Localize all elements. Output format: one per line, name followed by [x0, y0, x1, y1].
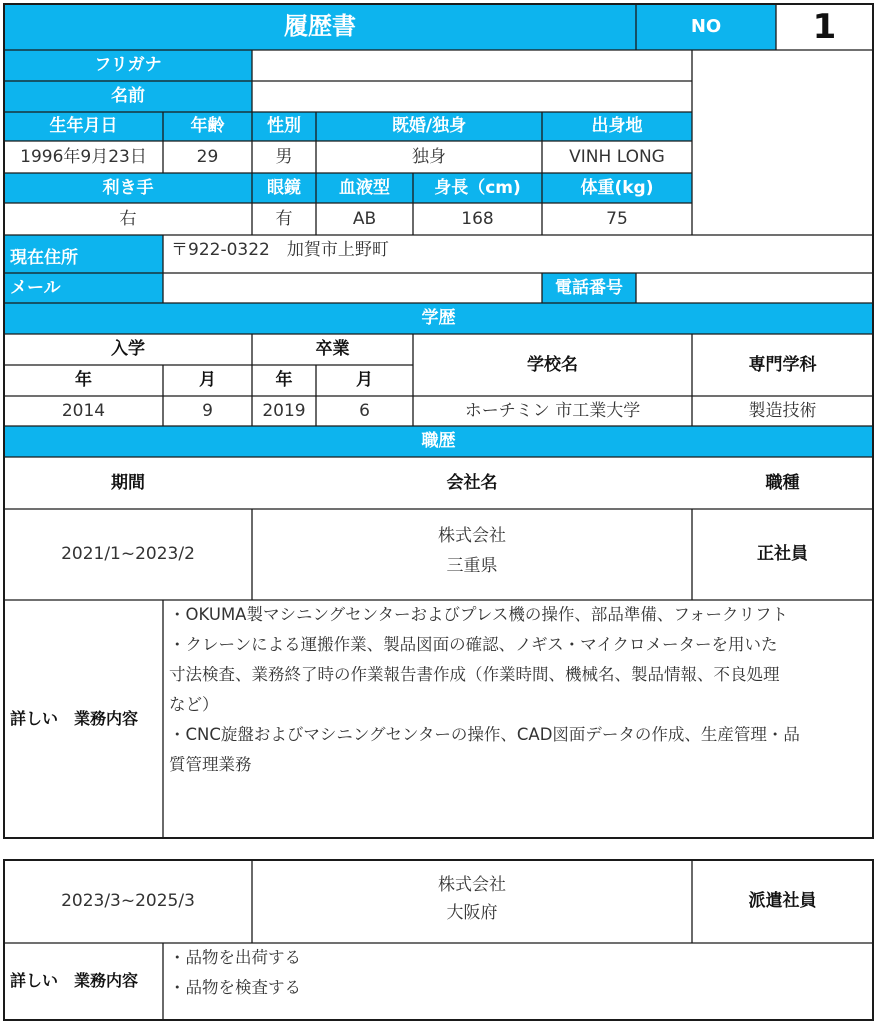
name-label: 名前 [4, 81, 252, 112]
job1-detail-line: など） [169, 695, 219, 714]
school-label: 学校名 [413, 334, 692, 396]
job1-company-line1: 株式会社 [438, 525, 506, 546]
no-value: 1 [776, 4, 873, 50]
phone-label: 電話番号 [542, 273, 636, 303]
job2-period: 2023/3~2025/3 [4, 860, 252, 943]
entry-year-value: 2014 [4, 396, 163, 426]
education-section-label: 学歴 [4, 303, 873, 334]
birth-label: 生年月日 [4, 112, 163, 141]
gender-label: 性別 [252, 112, 316, 141]
company-label: 会社名 [252, 457, 692, 509]
age-label: 年齢 [163, 112, 252, 141]
job2-detail-line: ・品物を検査する [169, 978, 301, 997]
job1-period: 2021/1~2023/2 [4, 509, 252, 600]
entry-label: 入学 [4, 334, 252, 365]
origin-label: 出身地 [542, 112, 692, 141]
hand-value: 右 [4, 203, 252, 235]
job-type-label: 職種 [692, 457, 873, 509]
no-label: NO [636, 4, 776, 50]
furigana-label: フリガナ [4, 50, 252, 81]
grad-month-value: 6 [316, 396, 413, 426]
job1-company-line2: 三重県 [446, 555, 498, 576]
grad-year-label: 年 [252, 365, 316, 396]
entry-month-value: 9 [163, 396, 252, 426]
page-title: 履歴書 [4, 4, 636, 50]
address-label: 現在住所 [4, 235, 163, 273]
height-label: 身長（cm) [413, 173, 542, 203]
graduation-label: 卒業 [252, 334, 413, 365]
job1-detail-label: 詳しい 業務内容 [4, 600, 163, 838]
glasses-label: 眼鏡 [252, 173, 316, 203]
major-label: 専門学科 [692, 334, 873, 396]
career-section-label: 職歴 [4, 426, 873, 457]
origin-value: VINH LONG [542, 141, 692, 173]
weight-label: 体重(kg) [542, 173, 692, 203]
job2-detail-label: 詳しい 業務内容 [4, 943, 163, 1020]
job2-company-line1: 株式会社 [438, 874, 506, 895]
job1-type: 正社員 [692, 509, 873, 600]
hand-label: 利き手 [4, 173, 252, 203]
address-value: 〒922-0322 加賀市上野町 [163, 235, 873, 273]
mail-label: メール [4, 273, 163, 303]
marital-label: 既婚/独身 [316, 112, 542, 141]
job1-detail-line: 質管理業務 [169, 755, 252, 774]
glasses-value: 有 [252, 203, 316, 235]
grad-month-label: 月 [316, 365, 413, 396]
entry-month-label: 月 [163, 365, 252, 396]
job1-detail-line: ・クレーンによる運搬作業、製品図面の確認、ノギス・マイクロメーターを用いた [169, 635, 778, 654]
job2-type: 派遣社員 [692, 860, 873, 943]
job2-company-line2: 大阪府 [446, 902, 498, 923]
birth-value: 1996年9月23日 [4, 141, 163, 173]
major-value: 製造技術 [692, 396, 873, 426]
age-value: 29 [163, 141, 252, 173]
marital-value: 独身 [316, 141, 542, 173]
period-label: 期間 [4, 457, 252, 509]
job1-detail-line: ・OKUMA製マシニングセンターおよびプレス機の操作、部品準備、フォークリフト [169, 605, 788, 624]
blood-label: 血液型 [316, 173, 413, 203]
school-value: ホーチミン 市工業大学 [413, 396, 692, 426]
height-value: 168 [413, 203, 542, 235]
weight-value: 75 [542, 203, 692, 235]
entry-year-label: 年 [4, 365, 163, 396]
blood-value: AB [316, 203, 413, 235]
job1-detail-line: 寸法検査、業務終了時の作業報告書作成（作業時間、機械名、製品情報、不良処理 [169, 665, 780, 684]
job1-detail-line: ・CNC旋盤およびマシニングセンターの操作、CAD図面データの作成、生産管理・品 [169, 725, 800, 744]
gender-value: 男 [252, 141, 316, 173]
job2-detail-line: ・品物を出荷する [169, 948, 301, 967]
grad-year-value: 2019 [252, 396, 316, 426]
